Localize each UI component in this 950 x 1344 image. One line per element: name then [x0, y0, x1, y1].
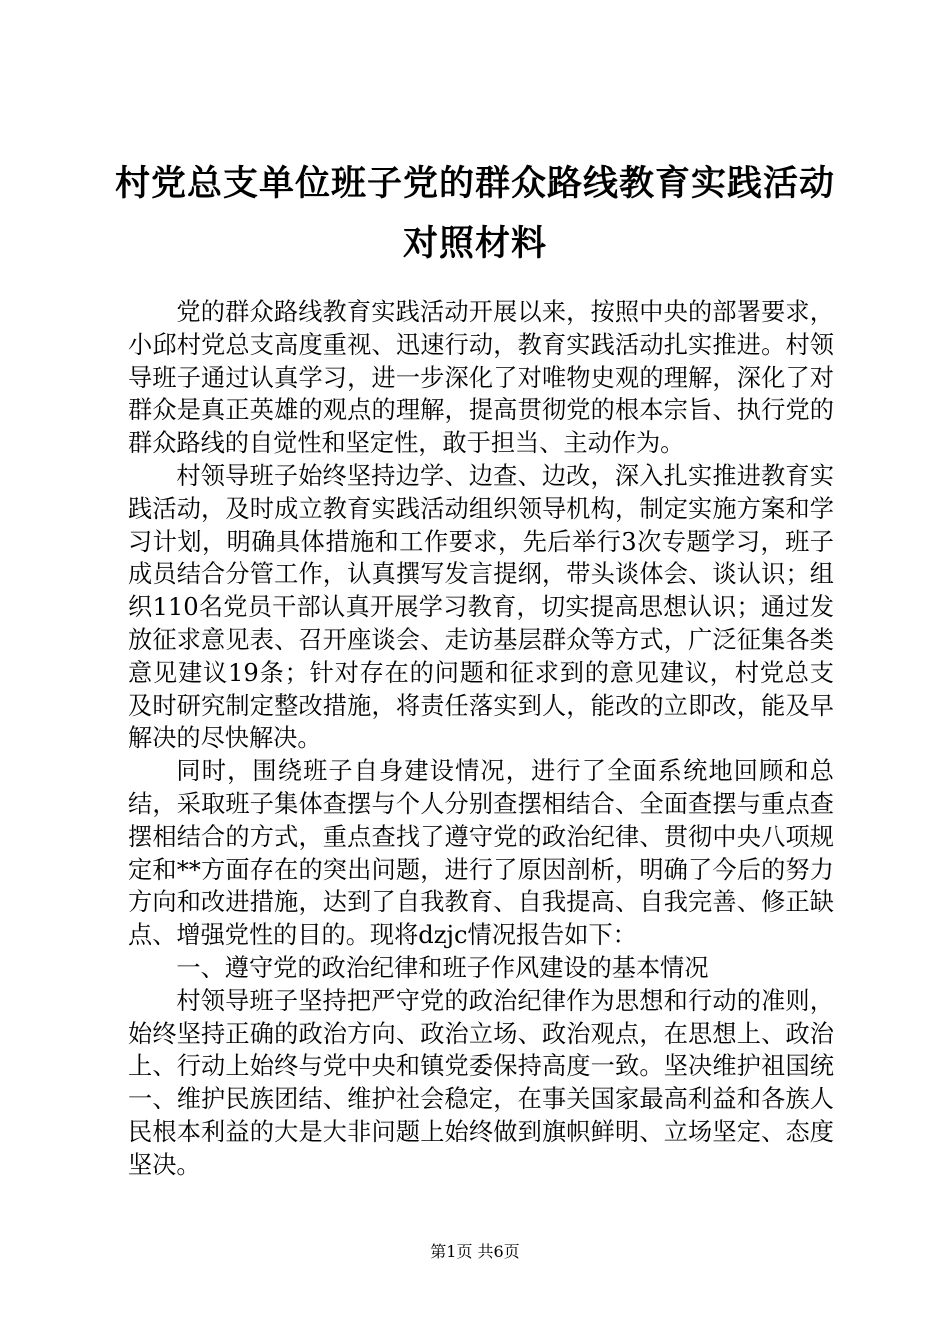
paragraph-activities: 村领导班子始终坚持边学、边查、边改，深入扎实推进教育实践活动，及时成立教育实践活动组织领导机构，制定实施方案和学习计划，明确具体措施和工作要求，先后举行3次专题学习，班子成员结合分管工作，认真撰写发言提纲，带头谈体会、谈认识；组织110名党员干部认真开展学习教育，切实提高思想认识；通过发放征求意见表、召开座谈会、走访基层群众等方式，广泛征集各类意见建议19条；针对存在的问题和征求到的意见建议，村党总支及时研究制定整改措施，将责任落实到人，能改的立即改，能及早解决的尽快解决。: [128, 461, 834, 753]
page-number-footer: 第1页 共6页: [430, 1242, 520, 1261]
document-body: [128, 296, 834, 1182]
section-heading-1: 一、遵守党的政治纪律和班子作风建设的基本情况: [176, 953, 709, 982]
document-title-line-1: 村党总支单位班子党的群众路线教育实践活动: [114, 163, 835, 204]
paragraph-discipline: 村领导班子坚持把严守党的政治纪律作为思想和行动的准则，始终坚持正确的政治方向、政治立场、政治观点，在思想上、政治上、行动上始终与党中央和镇党委保持高度一致。坚决维护祖国统一、维护民族团结、维护社会稳定，在事关国家最高利益和各族人民根本利益的大是大非问题上始终做到旗帜鲜明、立场坚定、态度坚决。: [128, 986, 834, 1179]
paragraph-intro: 党的群众路线教育实践活动开展以来，按照中央的部署要求，小邱村党总支高度重视、迅速行动，教育实践活动扎实推进。村领导班子通过认真学习，进一步深化了对唯物史观的理解，深化了对群众是真正英雄的观点的理解，提高贯彻党的根本宗旨、执行党的群众路线的自觉性和坚定性，敢于担当、主动作为。: [128, 298, 834, 458]
paragraph-review: 同时，围绕班子自身建设情况，进行了全面系统地回顾和总结，采取班子集体查摆与个人分别查摆相结合、全面查摆与重点查摆相结合的方式，重点查找了遵守党的政治纪律、贯彻中央八项规定和**方面存在的突出问题，进行了原因剖析，明确了今后的努力方向和改进措施，达到了自我教育、自我提高、自我完善、修正缺点、增强党性的目的。现将dzjc情况报告如下：: [128, 757, 834, 950]
document-title-line-2: 对照材料: [402, 223, 547, 264]
